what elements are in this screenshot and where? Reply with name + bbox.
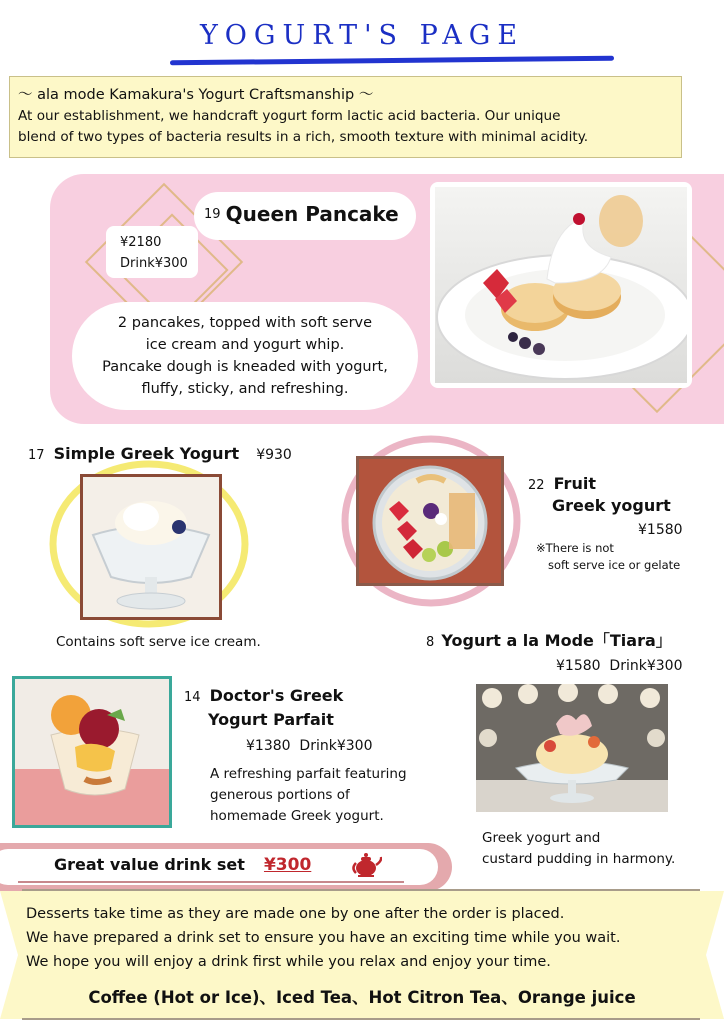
- item-price: ¥1580: [638, 522, 683, 538]
- item-price: ¥1580 Drink¥300: [556, 658, 683, 674]
- description-line: custard pudding in harmony.: [482, 851, 676, 867]
- item-number: 8: [426, 635, 435, 650]
- menu-item-title: [184, 686, 343, 705]
- intro-heading: ～ ala mode Kamakura's Yogurt Craftsmanship ～: [18, 87, 374, 103]
- divider: [22, 1018, 700, 1020]
- simple-greek-yogurt-photo: [80, 474, 222, 620]
- drink-set-label: Great value drink set: [54, 855, 245, 874]
- intro-box: [9, 76, 682, 158]
- item-description: [210, 764, 407, 827]
- info-line: Desserts take time as they are made one by one after the order is placed.: [26, 906, 565, 922]
- page-title: YOGURT'S PAGE: [199, 20, 525, 51]
- description-line: 2 pancakes, topped with soft serve: [117, 315, 373, 331]
- menu-item-title: [194, 192, 416, 240]
- item-note: [536, 540, 680, 574]
- doctors-parfait-photo: [12, 676, 172, 828]
- note-line: ※There is not: [536, 541, 614, 555]
- item-number: 19: [204, 207, 221, 222]
- tiara-photo: [476, 684, 668, 812]
- item-name: Greek yogurt: [552, 496, 671, 515]
- info-line: We hope you will enjoy a drink first while you relax and enjoy your time.: [26, 954, 551, 970]
- item-name: Queen Pancake: [225, 202, 399, 226]
- teapot-icon: [352, 851, 382, 879]
- description-line: A refreshing parfait featuring: [210, 766, 407, 782]
- item-name: Doctor's Greek: [209, 686, 344, 705]
- note-line: soft serve ice or gelate: [548, 558, 681, 572]
- item-note: Contains soft serve ice cream.: [56, 634, 261, 650]
- description-line: Greek yogurt and: [482, 830, 601, 846]
- price-box: [106, 226, 198, 278]
- drink-price: Drink¥300: [120, 256, 188, 271]
- fruit-greek-yogurt-photo: [356, 456, 504, 586]
- item-number: 22: [528, 478, 545, 493]
- intro-line: blend of two types of bacteria results in a rich, smooth texture with minimal acidity.: [18, 129, 589, 145]
- banner-underline: [18, 881, 404, 883]
- item-name: Yogurt a la Mode「Tiara」: [441, 631, 672, 650]
- item-name: Fruit: [553, 474, 596, 493]
- item-number: 14: [184, 690, 201, 705]
- item-name: Simple Greek Yogurt: [53, 444, 240, 463]
- description-line: homemade Greek yogurt.: [210, 808, 384, 824]
- item-price: ¥1380 Drink¥300: [246, 738, 373, 754]
- queen-pancake-photo: [430, 182, 692, 388]
- divider: [22, 889, 700, 891]
- description-line: ice cream and yogurt whip.: [145, 337, 345, 353]
- drink-set-label-row: [54, 855, 311, 875]
- title-underline: [170, 56, 614, 66]
- description-line: generous portions of: [210, 787, 350, 803]
- description-line: Pancake dough is kneaded with yogurt,: [102, 359, 388, 375]
- menu-item-title: [528, 474, 596, 493]
- info-line: We have prepared a drink set to ensure you have an exciting time while you wait.: [26, 930, 621, 946]
- item-name: Yogurt Parfait: [208, 710, 334, 729]
- item-price: ¥930: [256, 447, 292, 463]
- item-description: [72, 302, 418, 410]
- item-price: ¥2180: [120, 235, 162, 250]
- drink-info-text: [26, 902, 620, 974]
- drink-options: Coffee (Hot or Ice)、Iced Tea、Hot Citron Tea、Orange juice: [88, 988, 636, 1007]
- description-line: fluffy, sticky, and refreshing.: [141, 381, 349, 397]
- menu-item-title: [426, 628, 672, 651]
- intro-line: At our establishment, we handcraft yogurt form lactic acid bacteria. Our unique: [18, 108, 561, 124]
- item-description: [482, 828, 675, 870]
- drink-set-price: ¥300: [263, 855, 312, 875]
- item-number: 17: [28, 448, 45, 463]
